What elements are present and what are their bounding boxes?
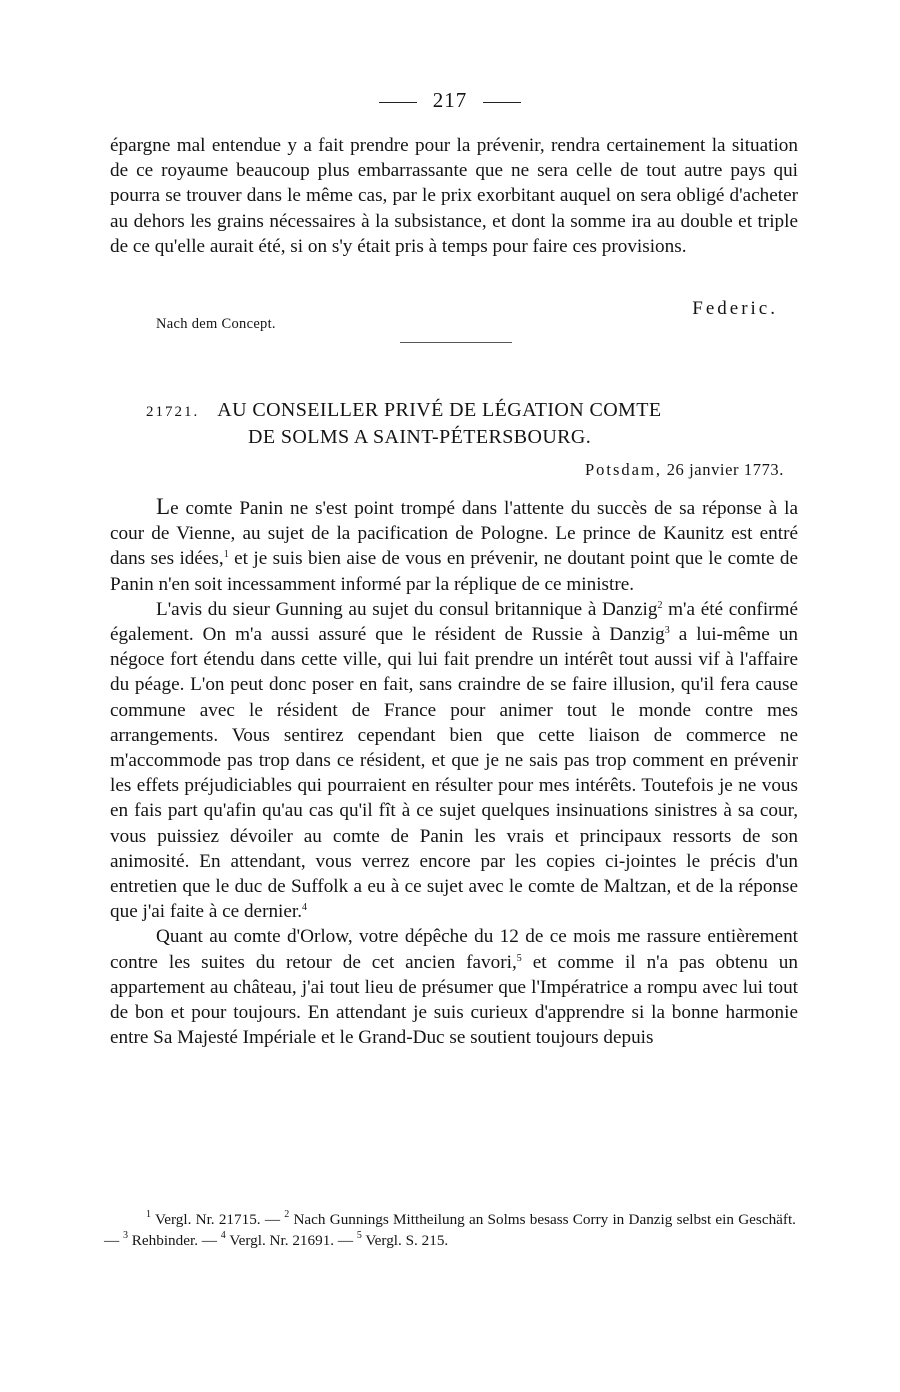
paragraph-text: et comme il n'a pas obtenu un appartement au château, j'ai tout lieu de présumer que l'Impératrice a rompu avec lui tout de bon et pour toujours. En attendant je suis curieux d'apprendre si la bonne harmonie entre Sa Majesté Impériale et le Grand-Duc se soutient toujours depuis — [110, 951, 798, 1049]
letter-number: 21721. — [146, 404, 200, 420]
source-note: Nach dem Concept. — [156, 316, 276, 332]
footnote-number: 5 — [356, 1229, 362, 1241]
footnote-number: 4 — [220, 1229, 226, 1241]
signature: Federic. — [692, 298, 778, 319]
footnote-number: 2 — [284, 1209, 290, 1220]
footnote-number: 3 — [122, 1229, 128, 1241]
paragraph-text: a lui-même un négoce fort étendu dans cette ville, qui lui fait prendre un intérêt tout aussi vif à l'affaire du péage. L'on peut donc poser en fait, sans craindre de se faire illusion, qu'il fera cause commune avec le résident de France pour animer tout le monde contre mes arrangements. Vous sentirez cependant bien que cette liaison de commerce ne m'accommode pas trop dans ce résident, et que je ne sais pas trop comment en prévenir les effets préjudiciables qui pourraient en résulter pour mes intérêts. Toutefois je ne vous en fais part qu'afin qu'au cas qu'il fît à ce sujet quelques insinuations sinistres à sa cour, vous puissiez dévoiler au comte de Panin les vrais et principaux ressorts de son animosité. En attendant, vous verrez encore par les copies ci-jointes le précis d'un entretien que le duc de Suffolk a eu à ce sujet avec le comte de Maltzan, et de la réponse que j'ai faite à ce dernier. — [110, 624, 799, 923]
paragraph — [110, 597, 798, 925]
footnote-text: Nach Gunnings Mittheilung an Solms besass Corry in Danzig selbst ein Geschäft. — — [104, 1211, 796, 1249]
footnote-ref: 4 — [302, 902, 308, 914]
paragraph-text: L'avis du sieur Gunning au sujet du consul britannique à Danzig — [156, 598, 658, 620]
page-number-dash-left — [379, 102, 417, 103]
footnotes — [104, 1210, 796, 1251]
separator-rule — [400, 342, 512, 343]
footnote-text: Vergl. Nr. 21691. — — [225, 1231, 357, 1249]
dateline — [585, 460, 784, 480]
footnote-ref: 1 — [223, 549, 229, 561]
footnote-paragraph — [104, 1210, 796, 1251]
dateline-date: 26 janvier 1773. — [666, 460, 784, 479]
paragraph-text: Quant au comte d'Orlow, votre dépêche du 12 de ce mois me rassure entièrement contre les suites du retour de cet ancien favori, — [110, 926, 798, 973]
footnote-text: Vergl. Nr. 21715. — — [151, 1211, 285, 1228]
page-number-line — [0, 88, 900, 113]
footnote-text: Vergl. S. 215. — [361, 1231, 449, 1249]
paragraph-text: e comte Panin ne s'est point trompé dans l'attente du succès de sa réponse à la cour de Vienne, au sujet de la pacification de Pologne. Le prince de Kaunitz est entré dans ses idées, — [110, 498, 798, 570]
letter-title-line-2: DE SOLMS A SAINT-PÉTERSBOURG. — [248, 426, 592, 448]
paragraph — [110, 494, 798, 597]
footnote-ref: 2 — [657, 599, 663, 611]
paragraph — [110, 924, 798, 1050]
paragraph-text: et je suis bien aise de vous en prévenir, ne doutant point que le comte de Panin n'en soit incessamment informé par la réplique de ce ministre. — [110, 548, 798, 595]
paragraph-text: m'a été confirmé également. On m'a aussi assuré que le résident de Russie à Danzig — [110, 598, 798, 646]
letter-body — [110, 494, 798, 1050]
initial-letter: L — [156, 494, 171, 519]
footnote-ref: 5 — [516, 952, 522, 964]
letter-heading — [146, 398, 806, 450]
page-number: 217 — [432, 88, 468, 112]
footnote-text: Rehbinder. — — [127, 1231, 221, 1249]
previous-letter-ending — [110, 133, 798, 259]
dateline-place: Potsdam, — [585, 460, 662, 479]
footnote-number: 1 — [146, 1209, 151, 1220]
page-number-dash-right — [483, 102, 521, 103]
footnote-ref: 3 — [664, 625, 670, 637]
paragraph: épargne mal entendue y a fait prendre pour la prévenir, rendra certainement la situation de ce royaume beaucoup plus embarrassante que ne sera celle de tout autre pays qui pourra se trouver dans le même cas, par le prix exorbitant auquel on sera obligé d'acheter au dehors les grains nécessaires à la subsistance, et dont la somme ira au double et triple de ce qu'elle aurait été, si on s'y était pris à temps pour faire ces provisions. — [110, 135, 798, 257]
letter-title-line-1: AU CONSEILLER PRIVÉ DE LÉGATION COMTE — [217, 399, 662, 421]
